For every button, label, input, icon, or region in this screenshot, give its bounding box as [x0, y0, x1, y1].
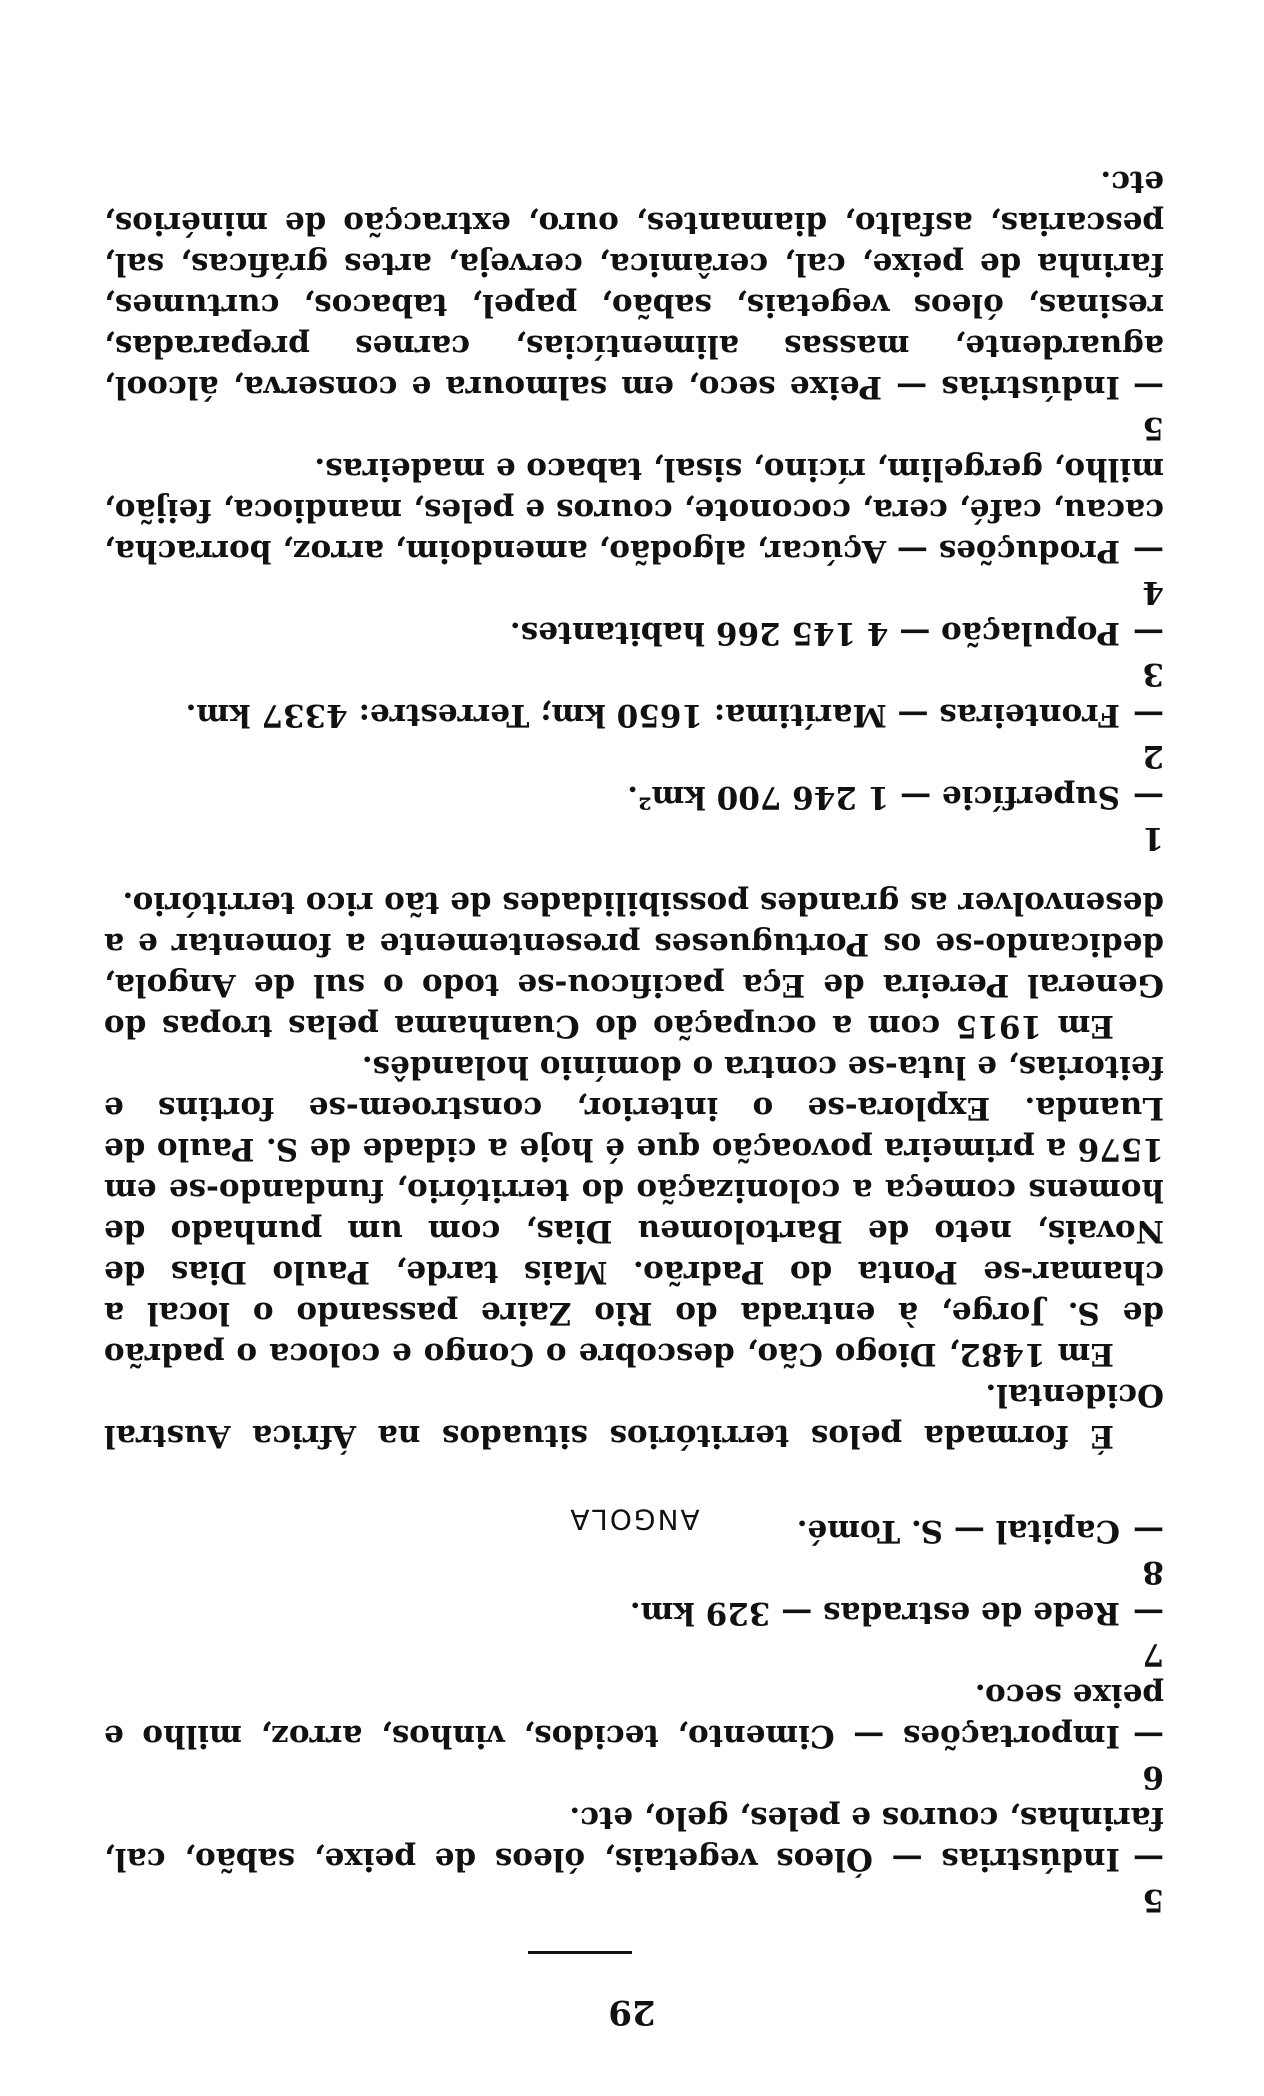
list-item: 5 —Indústrias — Peixe seco, em salmoura e conserva, álcool, aguardente, massas alimentícias, carnes preparadas, resinas, óleos vegetais, sabão, papel, tabacos, curtumes, farinha de peixe, cal, cerâmica, cerveja, artes gráficas, sal, pescarias, asfalto, diamantes, ouro, extracção de minérios, etc.: [104, 164, 1164, 446]
header-rule: [528, 1951, 632, 1954]
list-item: 1 —Superfície — 1 246 700 km².: [627, 779, 1164, 856]
angola-section: [104, 161, 1164, 1456]
paragraph: É formada pelos territórios situados na África Austral Ocidental.: [104, 1377, 1164, 1454]
page-number: 29: [608, 1992, 656, 2032]
section-heading-wrap: [104, 1503, 1164, 1536]
list-item: 6 —Importações — Cimento, tecidos, vinhos, arroz, milho e peixe seco.: [104, 1677, 1164, 1795]
spacer: [104, 858, 1164, 882]
list-item: 8 —Capital — S. Tomé.: [796, 1513, 1164, 1590]
paragraph: Em 1915 com a ocupação do Cuanhama pelas tropas do General Pereira de Eça pacificou-se todo o sul de Angola, dedicando-se os Portugueses presentemente a fomentar e a desenvolver as grandes possibilidades de tão rico território.: [104, 885, 1164, 1044]
list-item: 2 —Fronteiras — Marítima: 1650 km; Terrestre: 4337 km.: [185, 697, 1164, 774]
list-item: 5 —Indústrias — Óleos vegetais, óleos de peixe, sabão, cal, farinhas, couros e peles, gelo, etc.: [104, 1800, 1164, 1918]
list-item: 7 —Rede de estradas — 329 km.: [629, 1595, 1164, 1672]
sao-tome-list: [104, 1510, 1164, 1920]
list-item: 4 —Produções — Açúcar, algodão, amendoim, arroz, borracha, cacau, café, cera, coconote, couros e peles, mandioca, feijão, milho, gergelim, rícino, sisal, tabaco e madeiras.: [104, 451, 1164, 610]
paragraph: Em 1482, Diogo Cão, descobre o Congo e coloca o padrão de S. Jorge, à entrada do Rio Zaire passando o local a chamar-se Ponta do Padrão. Mais tarde, Paulo Dias de Novais, neto de Bartolomeu Dias, com um punhado de homens começa a colonização do território, fundando-se em 1576 a primeira povoação que é hoje a cidade de S. Paulo de Luanda. Explora-se o interior, constroem-se fortins e feitorias, e luta-se contra o domínio holandês.: [104, 1049, 1164, 1372]
list-item: 3 —População — 4 145 266 habitantes.: [509, 615, 1164, 692]
section-heading: ANGOLA: [568, 1503, 700, 1536]
